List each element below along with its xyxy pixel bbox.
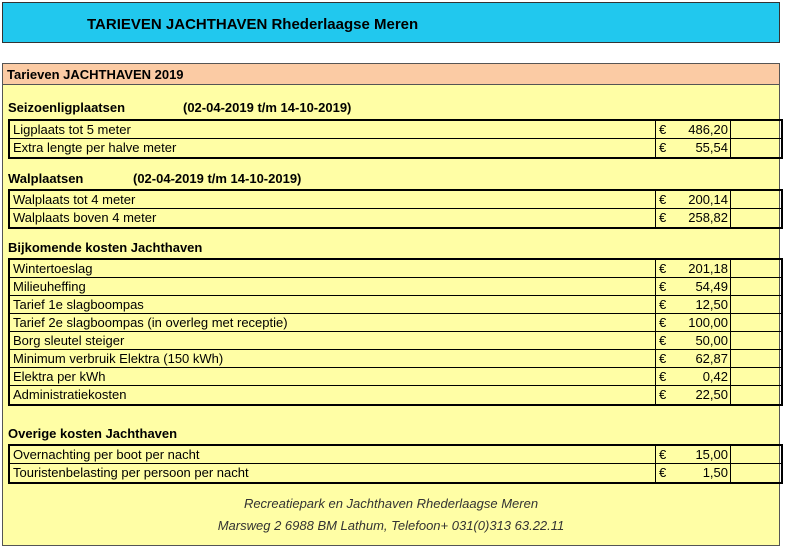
section-title-overige-kosten: Overige kosten Jachthaven [8, 426, 178, 441]
sheet-header-title: Tarieven JACHTHAVEN 2019 [7, 67, 184, 82]
row-label: Overnachting per boot per nacht [13, 447, 200, 462]
table-row [10, 314, 781, 332]
row-value: 15,00 [695, 447, 728, 462]
tariff-table-seizoenligplaatsen [8, 119, 783, 159]
table-row [10, 139, 781, 157]
title-banner [2, 2, 780, 43]
row-label: Ligplaats tot 5 meter [13, 122, 131, 137]
row-label: Walplaats tot 4 meter [13, 192, 136, 207]
tariff-table-overige-kosten [8, 444, 783, 484]
footer-company-name: Recreatiepark en Jachthaven Rhederlaagse Meren [243, 496, 539, 511]
table-row [10, 386, 781, 404]
table-row [10, 191, 781, 209]
row-label: Borg sleutel steiger [13, 333, 125, 348]
row-value: 486,20 [688, 122, 728, 137]
row-value: 54,49 [695, 279, 728, 294]
row-value: 55,54 [695, 140, 728, 155]
currency-symbol: € [659, 210, 667, 225]
row-value: 0,42 [702, 369, 728, 384]
currency-symbol: € [659, 279, 667, 294]
section-title-walplaatsen: Walplaatsen [8, 171, 84, 186]
currency-symbol: € [659, 387, 667, 402]
row-label: Milieuheffing [13, 279, 86, 294]
row-label: Elektra per kWh [13, 369, 106, 384]
section-title-bijkomende-kosten: Bijkomende kosten Jachthaven [8, 240, 203, 255]
row-label: Wintertoeslag [13, 261, 93, 276]
table-row [10, 464, 781, 482]
row-value: 22,50 [695, 387, 728, 402]
footer-address: Marsweg 2 6988 BM Lathum, Telefoon+ 031(0)313 63.22.11 [217, 518, 565, 533]
currency-symbol: € [659, 140, 667, 155]
currency-symbol: € [659, 333, 667, 348]
table-row [10, 260, 781, 278]
table-row [10, 368, 781, 386]
tariff-table-bijkomende-kosten [8, 258, 783, 406]
row-value: 1,50 [702, 465, 728, 480]
row-value: 12,50 [695, 297, 728, 312]
row-label: Minimum verbruik Elektra (150 kWh) [13, 351, 224, 366]
row-label: Tarief 2e slagboompas (in overleg met receptie) [13, 315, 288, 330]
table-row [10, 332, 781, 350]
currency-symbol: € [659, 351, 667, 366]
sheet-header [3, 64, 779, 85]
row-label: Extra lengte per halve meter [13, 140, 177, 155]
row-value: 50,00 [695, 333, 728, 348]
table-row [10, 121, 781, 139]
section-period-walplaatsen: (02-04-2019 t/m 14-10-2019) [133, 171, 302, 186]
table-row [10, 446, 781, 464]
tariff-table-walplaatsen [8, 189, 783, 229]
currency-symbol: € [659, 297, 667, 312]
page-title: TARIEVEN JACHTHAVEN Rhederlaagse Meren [87, 16, 419, 33]
currency-symbol: € [659, 192, 667, 207]
table-row [10, 350, 781, 368]
currency-symbol: € [659, 465, 667, 480]
row-value: 62,87 [695, 351, 728, 366]
currency-symbol: € [659, 261, 667, 276]
currency-symbol: € [659, 122, 667, 137]
section-title-seizoenligplaatsen: Seizoenligplaatsen [8, 100, 126, 115]
tariff-sheet [2, 63, 780, 546]
row-label: Tarief 1e slagboompas [13, 297, 144, 312]
row-value: 201,18 [688, 261, 728, 276]
table-row [10, 278, 781, 296]
row-label: Touristenbelasting per persoon per nacht [13, 465, 249, 480]
row-value: 200,14 [688, 192, 728, 207]
currency-symbol: € [659, 369, 667, 384]
row-label: Walplaats boven 4 meter [13, 210, 157, 225]
row-value: 258,82 [688, 210, 728, 225]
currency-symbol: € [659, 447, 667, 462]
table-row [10, 209, 781, 227]
currency-symbol: € [659, 315, 667, 330]
row-label: Administratiekosten [13, 387, 127, 402]
table-row [10, 296, 781, 314]
section-period-seizoenligplaatsen: (02-04-2019 t/m 14-10-2019) [183, 100, 352, 115]
row-value: 100,00 [688, 315, 728, 330]
